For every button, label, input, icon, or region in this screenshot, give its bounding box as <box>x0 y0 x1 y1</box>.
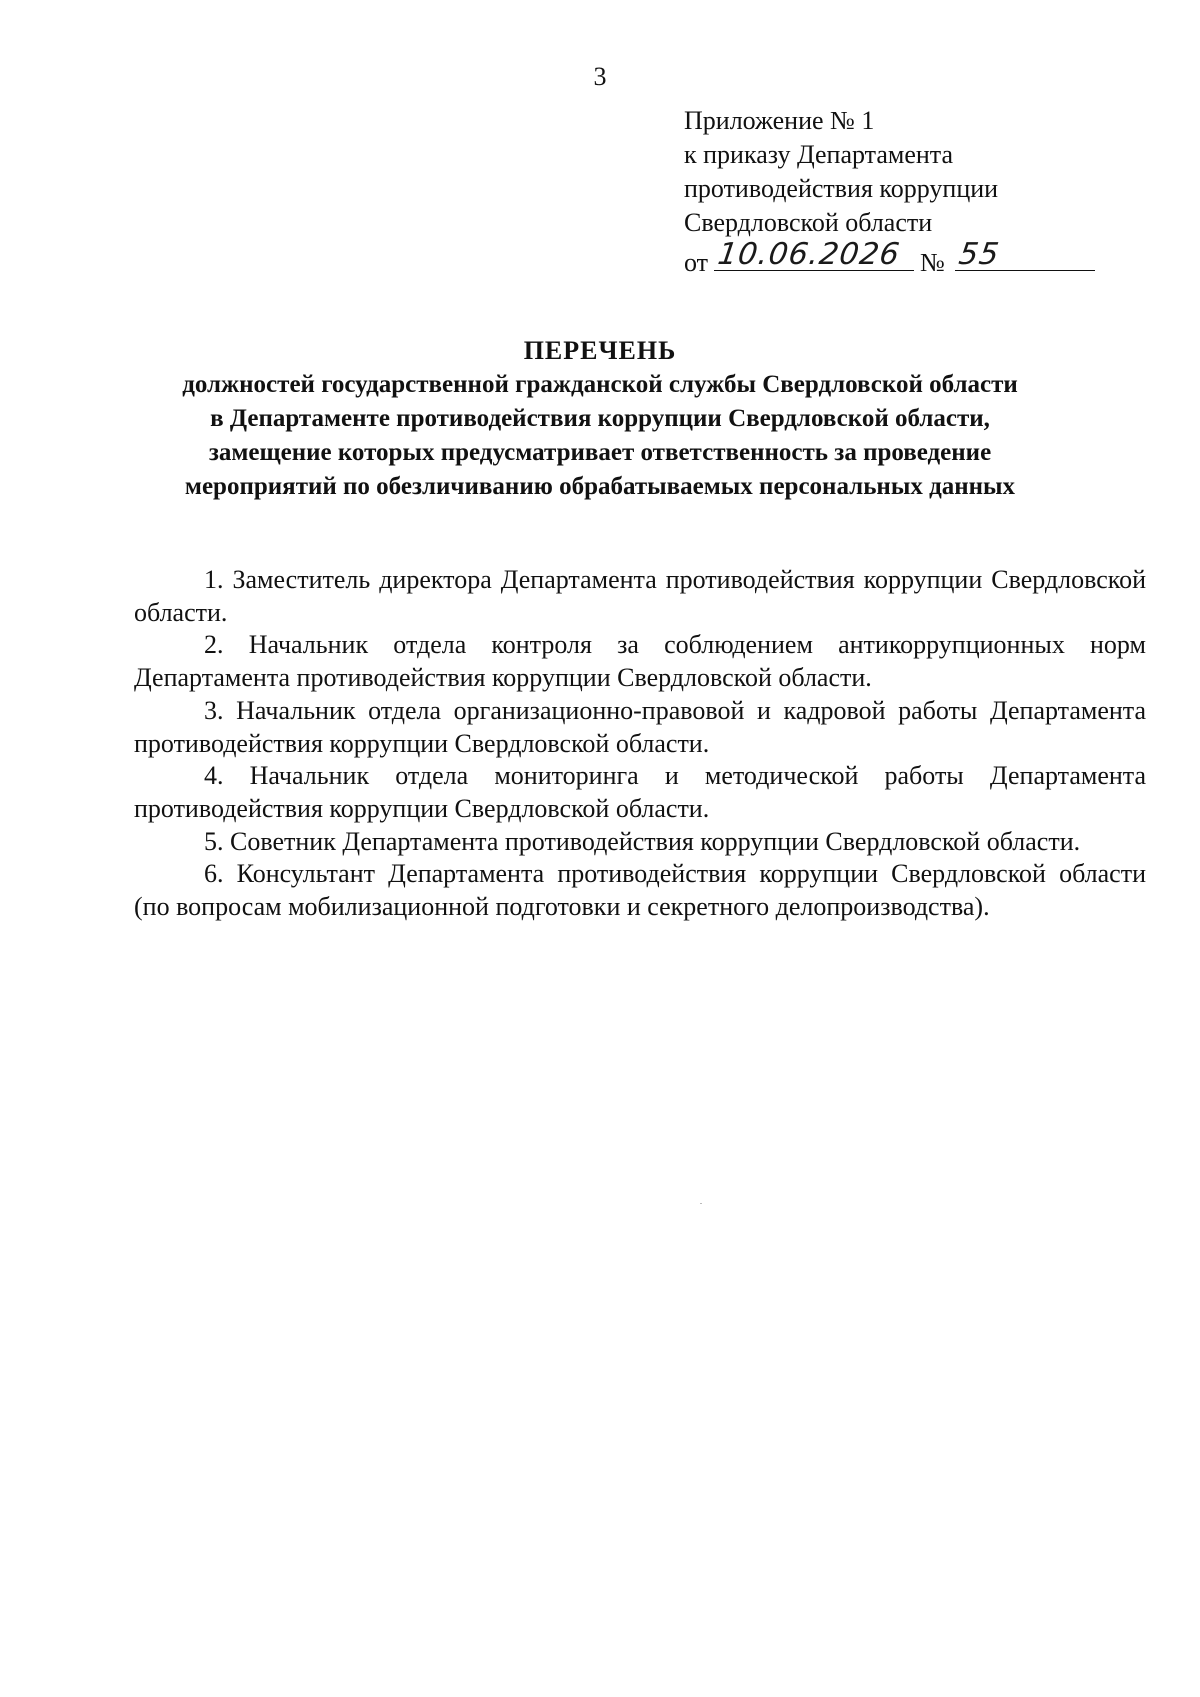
order-date-number-line <box>684 237 1104 280</box>
positions-list <box>134 564 1146 924</box>
order-number-handwritten: 55 <box>956 237 1002 272</box>
list-item: 6. Консультант Департамента противодействия коррупции Свердловской области (по вопросам мобилизационной подготовки и секретного делопроизводства). <box>134 859 1146 922</box>
appendix-line-3: противодействия коррупции <box>684 174 999 203</box>
scan-speck <box>700 1203 702 1204</box>
title-subtitle-line-3: замещение которых предусматривает ответственность за проведение <box>208 439 992 466</box>
date-prefix: от <box>684 248 709 277</box>
list-item: 2. Начальник отдела контроля за соблюдением антикоррупционных норм Департамента противодействия коррупции Свердловской области. <box>134 630 1146 693</box>
appendix-line-4: Свердловской области <box>684 208 933 237</box>
document-title <box>100 334 1100 504</box>
title-main: ПЕРЕЧЕНЬ <box>523 336 677 365</box>
order-number-field <box>955 237 1095 272</box>
title-subtitle-line-2: в Департаменте противодействия коррупции Свердловской области, <box>210 405 990 432</box>
list-item: 4. Начальник отдела мониторинга и методической работы Департамента противодействия коррупции Свердловской области. <box>134 761 1146 823</box>
list-item: 3. Начальник отдела организационно-правовой и кадровой работы Департамента противодействия коррупции Свердловской области. <box>134 695 1146 758</box>
number-label: № <box>920 248 945 277</box>
list-item: 5. Советник Департамента противодействия коррупции Свердловской области. <box>204 826 1081 856</box>
order-date-field <box>714 237 914 272</box>
page-number: 3 <box>593 62 607 91</box>
appendix-header <box>684 104 1104 280</box>
appendix-line-1: Приложение № 1 <box>684 106 875 135</box>
title-subtitle-line-4: мероприятий по обезличиванию обрабатываемых персональных данных <box>184 473 1016 500</box>
list-item: 1. Заместитель директора Департамента противодействия коррупции Свердловской области. <box>134 565 1146 627</box>
appendix-line-2: к приказу Департамента <box>684 140 954 169</box>
order-date-handwritten: 10.06.2026 <box>715 237 903 272</box>
title-subtitle-line-1: должностей государственной гражданской службы Свердловской области <box>182 371 1018 398</box>
